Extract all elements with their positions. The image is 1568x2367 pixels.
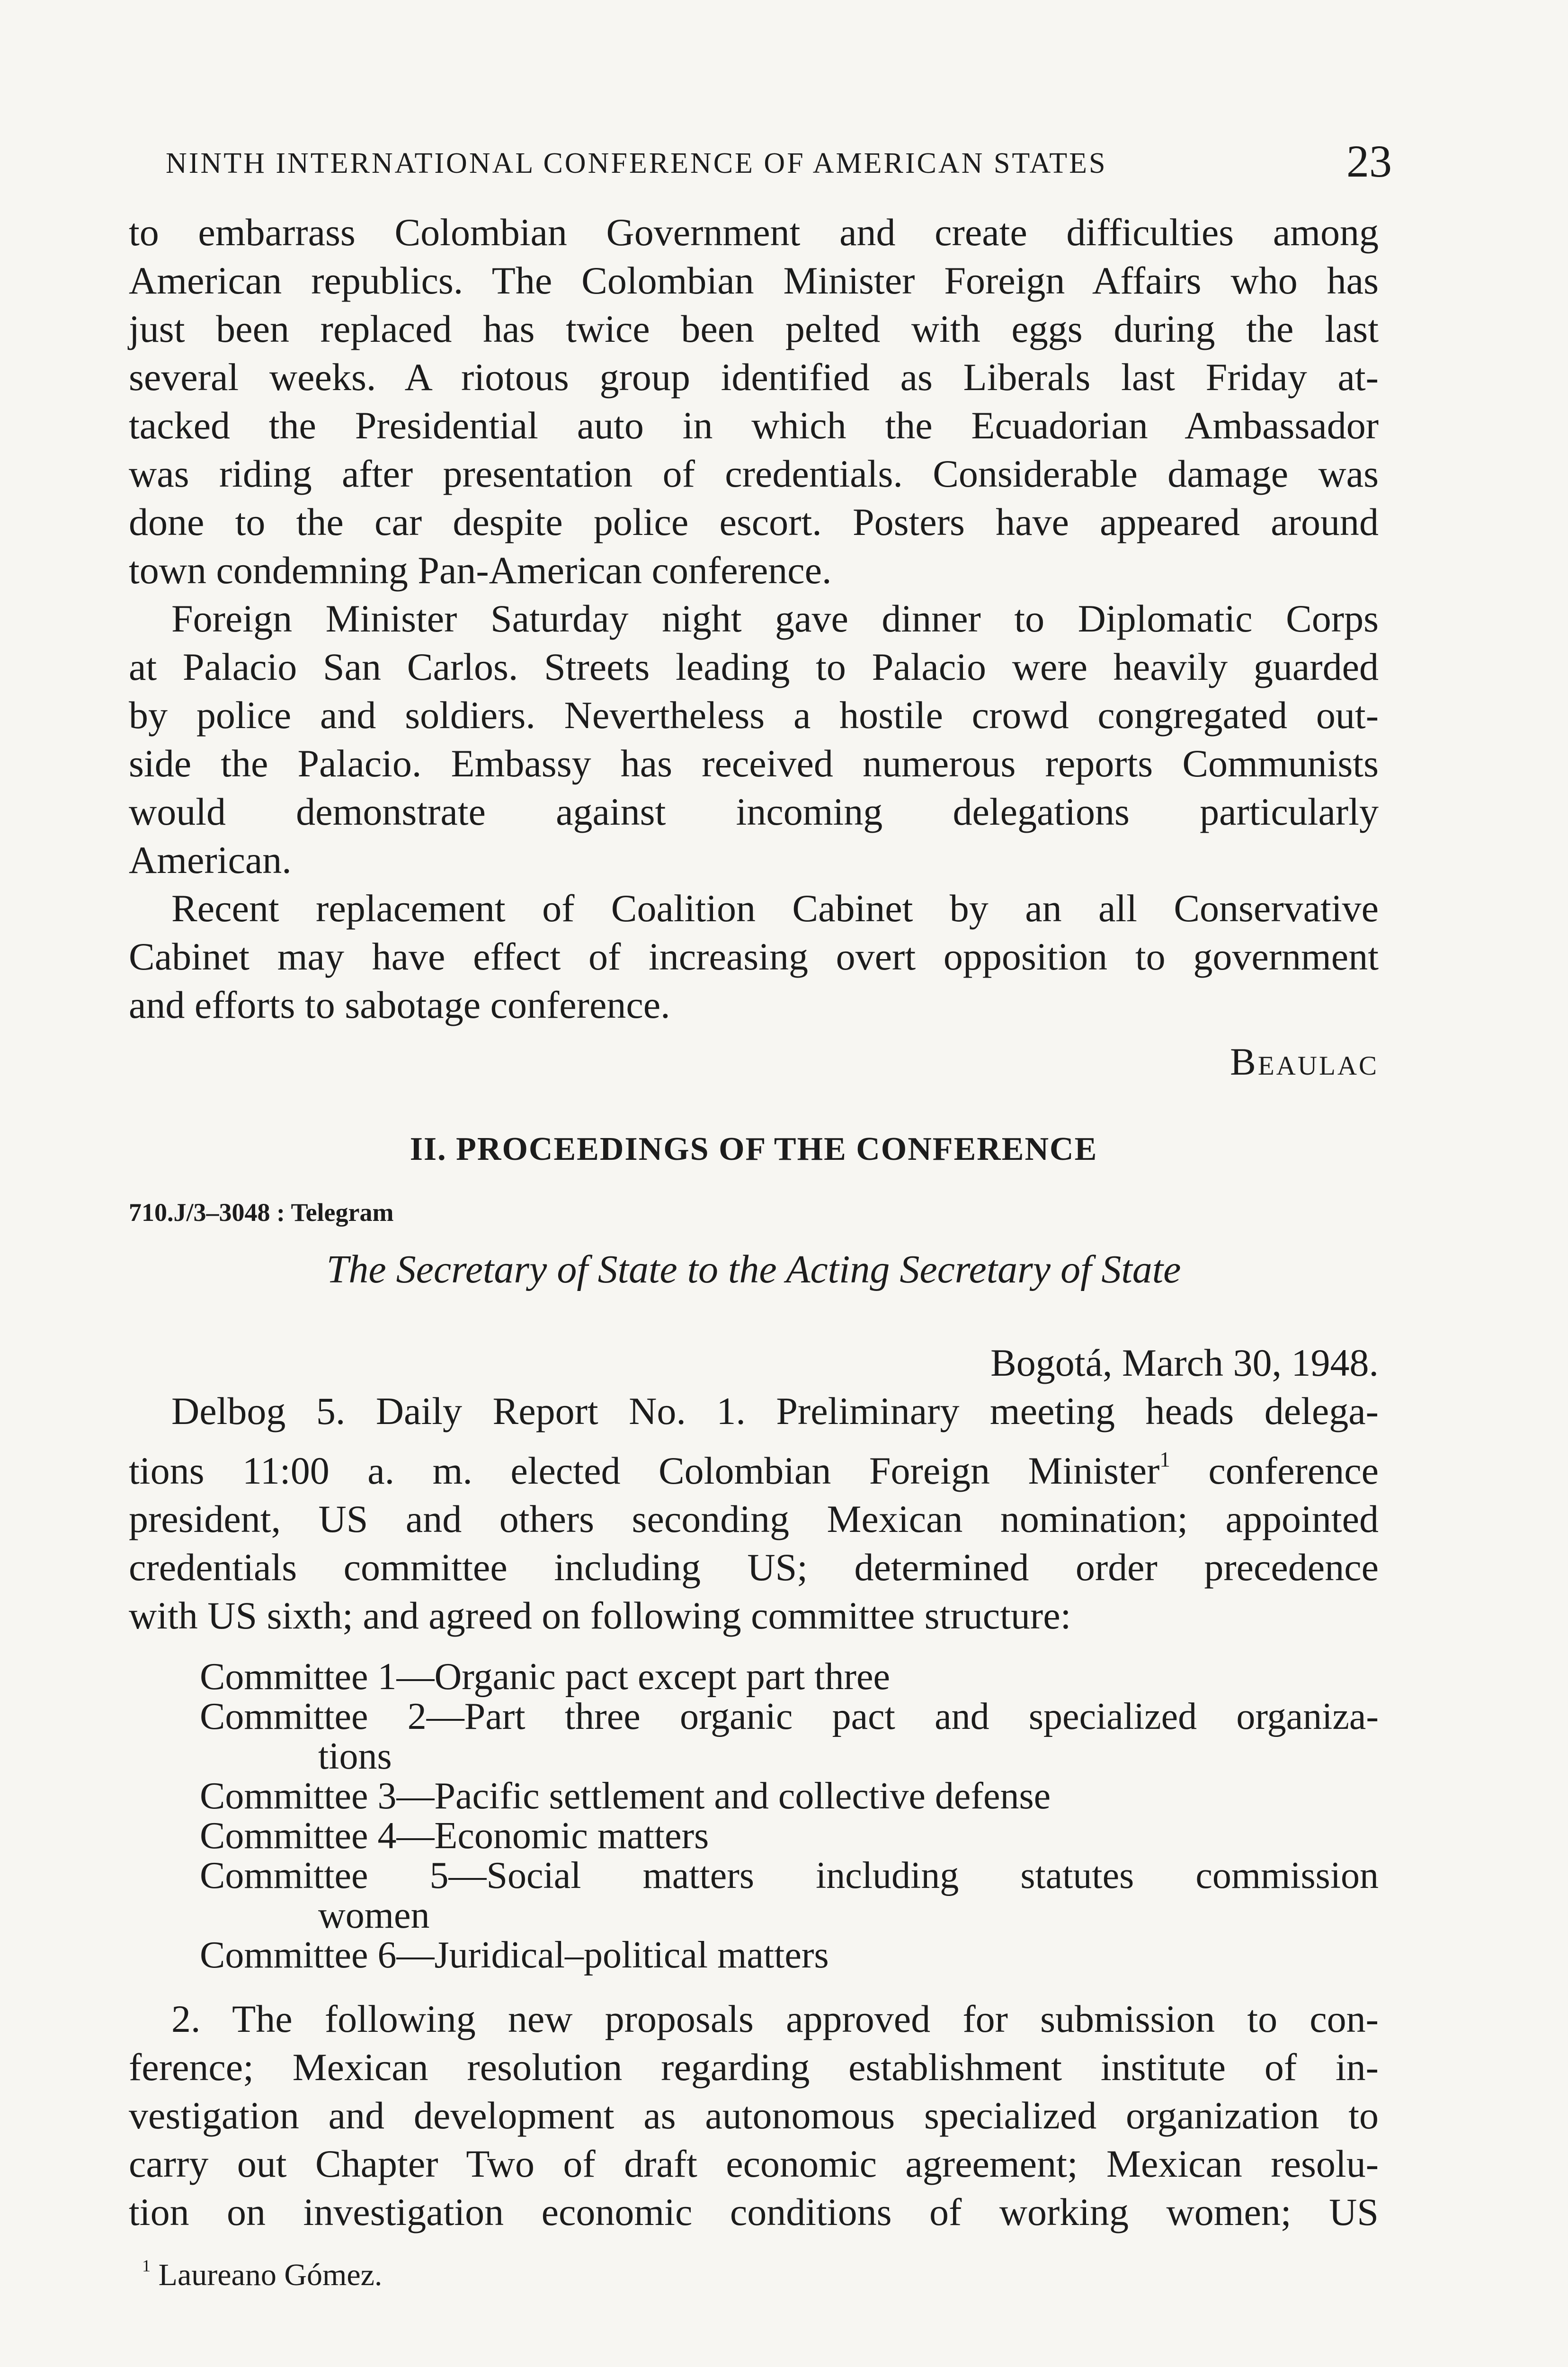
text-line: and efforts to sabotage conference. <box>129 983 670 1026</box>
footnote <box>142 2256 382 2293</box>
text-segment: conference <box>1170 1449 1379 1493</box>
committee-item: Committee 1—Organic pact except part three <box>200 1656 890 1698</box>
paragraph-5 <box>129 1995 1379 2236</box>
text-line: Delbog 5. Daily Report No. 1. Preliminary meeting heads delega- <box>171 1389 1379 1433</box>
file-reference: 710.J/3–3048 : Telegram <box>129 1198 394 1227</box>
running-head: NINTH INTERNATIONAL CONFERENCE OF AMERICAN STATES <box>166 147 1107 179</box>
text-line: would demonstrate against incoming delegations particularly <box>129 790 1379 833</box>
text-line: Foreign Minister Saturday night gave dinner to Diplomatic Corps <box>171 597 1379 640</box>
text-line: to embarrass Colombian Government and create difficulties among <box>129 211 1379 254</box>
committee-item-continuation: women <box>318 1895 430 1937</box>
text-line: Recent replacement of Coalition Cabinet by an all Conservative <box>171 887 1379 930</box>
committee-list <box>129 1657 1379 1975</box>
committee-item: Committee 6—Juridical–political matters <box>200 1934 829 1976</box>
paragraph-1 <box>129 208 1379 595</box>
section-heading: II. PROCEEDINGS OF THE CONFERENCE <box>410 1131 1098 1167</box>
text-line: side the Palacio. Embassy has received numerous reports Communists <box>129 742 1379 785</box>
page-header <box>161 133 1392 185</box>
committee-item-continuation: tions <box>318 1735 392 1778</box>
committee-item: Committee 4—Economic matters <box>200 1815 709 1857</box>
text-line: vestigation and development as autonomous specialized organization to <box>129 2094 1379 2137</box>
paragraph-3 <box>129 884 1379 1029</box>
dateline: Bogotá, March 30, 1948. <box>990 1341 1379 1384</box>
text-line: American. <box>129 838 292 881</box>
text-line: American republics. The Colombian Minister Foreign Affairs who has <box>129 259 1379 302</box>
text-line: tacked the Presidential auto in which the Ecuadorian Ambassador <box>129 404 1379 447</box>
page-number: 23 <box>1346 136 1392 187</box>
footnote-marker: 1 <box>142 2256 151 2275</box>
text-line: credentials committee including US; determined order precedence <box>129 1546 1379 1589</box>
text-line: ference; Mexican resolution regarding establishment institute of in- <box>129 2046 1379 2089</box>
text-line: by police and soldiers. Nevertheless a hostile crowd congregated out- <box>129 694 1379 737</box>
signature-text: Beaulac <box>1230 1040 1379 1083</box>
page-body <box>129 208 1379 2236</box>
text-line: was riding after presentation of credentials. Considerable damage was <box>129 452 1379 495</box>
text-segment: tions 11:00 a. m. elected Colombian Foreign Minister <box>129 1449 1160 1493</box>
footnote-ref: 1 <box>1159 1448 1170 1471</box>
paragraph-2 <box>129 595 1379 884</box>
text-line: done to the car despite police escort. Posters have appeared around <box>129 500 1379 543</box>
signature <box>129 1038 1379 1087</box>
footnote-text: Laureano Gómez. <box>158 2258 383 2293</box>
text-line: with US sixth; and agreed on following committee structure: <box>129 1594 1071 1637</box>
text-line: president, US and others seconding Mexican nomination; appointed <box>129 1497 1379 1541</box>
text-line: several weeks. A riotous group identified as Liberals last Friday at- <box>129 356 1379 399</box>
text-line: carry out Chapter Two of draft economic agreement; Mexican resolu- <box>129 2142 1379 2186</box>
text-line: at Palacio San Carlos. Streets leading to Palacio were heavily guarded <box>129 645 1379 688</box>
text-line-with-footnote <box>129 1435 1379 1495</box>
paragraph-4 <box>129 1387 1379 1640</box>
text-line: town condemning Pan-American conference. <box>129 549 832 592</box>
committee-item: Committee 5—Social matters including statutes commission <box>200 1855 1379 1897</box>
committee-item: Committee 2—Part three organic pact and specialized organiza- <box>200 1696 1379 1738</box>
text-line: just been replaced has twice been pelted with eggs during the last <box>129 307 1379 350</box>
document-title: The Secretary of State to the Acting Secretary of State <box>326 1247 1181 1291</box>
committee-item: Committee 3—Pacific settlement and collective defense <box>200 1775 1051 1817</box>
text-line: 2. The following new proposals approved for submission to con- <box>171 1997 1379 2041</box>
text-line: tion on investigation economic conditions of working women; US <box>129 2190 1379 2234</box>
text-line: Cabinet may have effect of increasing overt opposition to government <box>129 935 1379 978</box>
